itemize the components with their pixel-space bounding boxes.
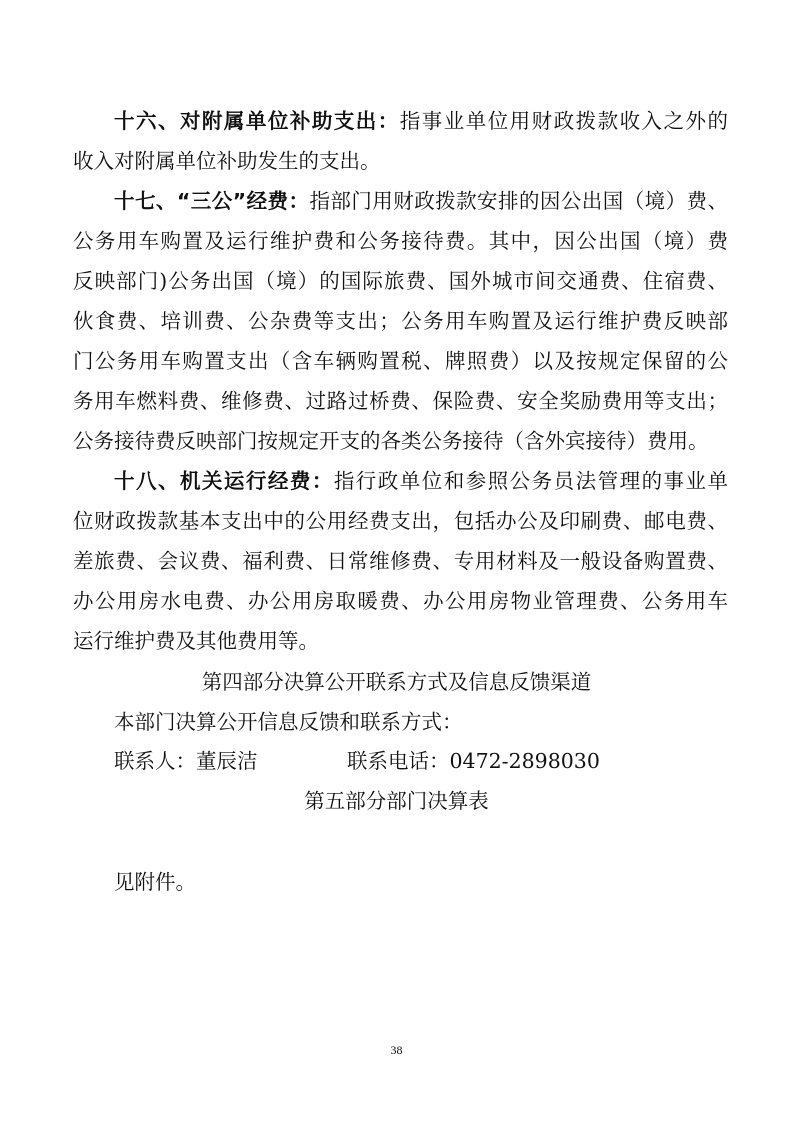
paragraph-17-line-1	[114, 181, 728, 221]
attachment-note: 见附件。	[114, 870, 196, 894]
term-16: 十六、对附属单位补助支出：	[114, 109, 400, 133]
paragraph-18-line-5: 运行维护费及其他费用等。	[73, 629, 319, 653]
feedback-intro: 本部门决算公开信息反馈和联系方式：	[114, 710, 463, 734]
paragraph-17-line-7: 公务接待费反映部门按规定开支的各类公务接待（含外宾接待）费用。	[73, 429, 709, 453]
paragraph-16-line-1	[114, 101, 728, 141]
part-4-heading: 第四部分决算公开联系方式及信息反馈渠道	[201, 670, 592, 694]
part-5-heading: 第五部分部门决算表	[304, 789, 489, 813]
paragraph-17-line-3: 反映部门)公务出国（境）的国际旅费、国外城市间交通费、住宿费、	[73, 269, 728, 293]
definition-18-text: 指行政单位和参照公务员法管理的事业单	[333, 469, 729, 493]
page-number: 38	[390, 1043, 403, 1057]
definition-17-text: 指部门用财政拨款安排的因公出国（境）费、	[309, 189, 728, 213]
term-17: 十七、“三公”经费：	[114, 189, 310, 213]
paragraph-18-line-1	[114, 461, 728, 501]
paragraph-17-line-2: 公务用车购置及运行维护费和公务接待费。其中，因公出国（境）费	[73, 229, 728, 253]
contact-phone: 联系电话：0472-2898030	[347, 749, 600, 773]
paragraph-17-line-5: 门公务用车购置支出（含车辆购置税、牌照费）以及按规定保留的公	[73, 349, 728, 373]
definition-16-text: 指事业单位用财政拨款收入之外的	[399, 109, 729, 133]
paragraph-18-line-2: 位财政拨款基本支出中的公用经费支出，包括办公及印刷费、邮电费、	[73, 509, 728, 533]
paragraph-16-line-2: 收入对附属单位补助发生的支出。	[73, 149, 381, 173]
paragraph-18-line-4: 办公用房水电费、办公用房取暖费、办公用房物业管理费、公务用车	[73, 589, 728, 613]
paragraph-17-line-6: 务用车燃料费、维修费、过路过桥费、保险费、安全奖励费用等支出；	[73, 389, 728, 413]
paragraph-18-line-3: 差旅费、会议费、福利费、日常维修费、专用材料及一般设备购置费、	[73, 549, 728, 573]
paragraph-17-line-4: 伙食费、培训费、公杂费等支出；公务用车购置及运行维护费反映部	[73, 309, 728, 333]
term-18: 十八、机关运行经费：	[114, 469, 334, 493]
contact-person: 联系人：董辰洁	[114, 749, 258, 773]
